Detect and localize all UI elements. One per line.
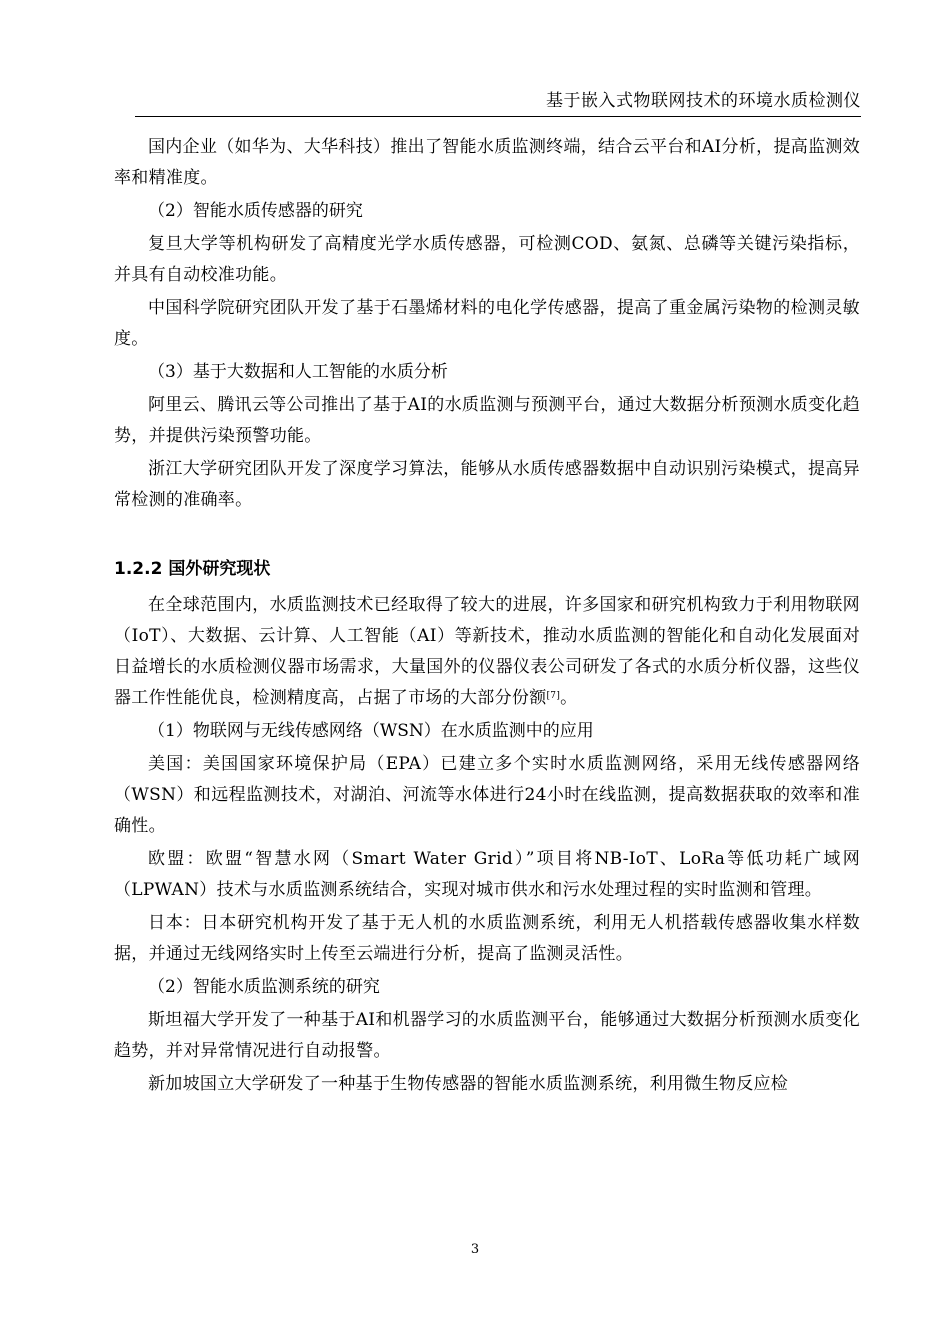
- intro-end: 。: [560, 688, 578, 708]
- paragraph: 斯坦福大学开发了一种基于AI和机器学习的水质监测平台，能够通过大数据分析预测水质变化趋势，并对异常情况进行自动报警。: [114, 1010, 860, 1061]
- subsection-title: （2）智能水质监测系统的研究: [148, 977, 380, 997]
- running-header: 基于嵌入式物联网技术的环境水质检测仪: [546, 91, 861, 111]
- paragraph: 欧盟：欧盟“智慧水网（Smart Water Grid）”项目将NB-IoT、LoRa等低功耗广域网（LPWAN）技术与水质监测系统结合，实现对城市供水和污水处理过程的实时监测和管理。: [114, 849, 860, 900]
- section-heading: 1.2.2 国外研究现状: [114, 559, 271, 579]
- header-rule: [135, 116, 861, 117]
- citation-marker[interactable]: [7]: [546, 691, 561, 701]
- page-number: 3: [470, 1242, 480, 1257]
- paragraph: 中国科学院研究团队开发了基于石墨烯材料的电化学传感器，提高了重金属污染物的检测灵敏度。: [114, 298, 860, 349]
- paragraph: 阿里云、腾讯云等公司推出了基于AI的水质监测与预测平台，通过大数据分析预测水质变化趋势，并提供污染预警功能。: [114, 395, 860, 446]
- paragraph: 新加坡国立大学研发了一种基于生物传感器的智能水质监测系统，利用微生物反应检: [148, 1074, 789, 1094]
- paragraph: 复旦大学等机构研发了高精度光学水质传感器，可检测COD、氨氮、总磷等关键污染指标，并具有自动校准功能。: [114, 234, 860, 285]
- subsection-title: （2）智能水质传感器的研究: [148, 201, 363, 221]
- paragraph: 美国：美国国家环境保护局（EPA）已建立多个实时水质监测网络，采用无线传感器网络（WSN）和远程监测技术，对湖泊、河流等水体进行24小时在线监测，提高数据获取的效率和准确性。: [114, 754, 860, 836]
- paragraph: [114, 590, 860, 714]
- subsection-title: （1）物联网与无线传感网络（WSN）在水质监测中的应用: [148, 721, 594, 741]
- paragraph: 日本：日本研究机构开发了基于无人机的水质监测系统，利用无人机搭载传感器收集水样数据，并通过无线网络实时上传至云端进行分析，提高了监测灵活性。: [114, 913, 860, 964]
- page-body: [114, 130, 860, 1100]
- intro-text: 在全球范围内，水质监测技术已经取得了较大的进展，许多国家和研究机构致力于利用物联网（IoT）、大数据、云计算、人工智能（AI）等新技术，推动水质监测的智能化和自动化发展面对日益增长的水质检测仪器市场需求，大量国外的仪器仪表公司研发了各式的水质分析仪器，这些仪器工作性能优良，检测精度高，占据了市场的大部分份额: [114, 595, 860, 708]
- paragraph: 国内企业（如华为、大华科技）推出了智能水质监测终端，结合云平台和AI分析，提高监测效率和精准度。: [114, 137, 860, 188]
- subsection-title: （3）基于大数据和人工智能的水质分析: [148, 362, 448, 382]
- paragraph: 浙江大学研究团队开发了深度学习算法，能够从水质传感器数据中自动识别污染模式，提高异常检测的准确率。: [114, 459, 860, 510]
